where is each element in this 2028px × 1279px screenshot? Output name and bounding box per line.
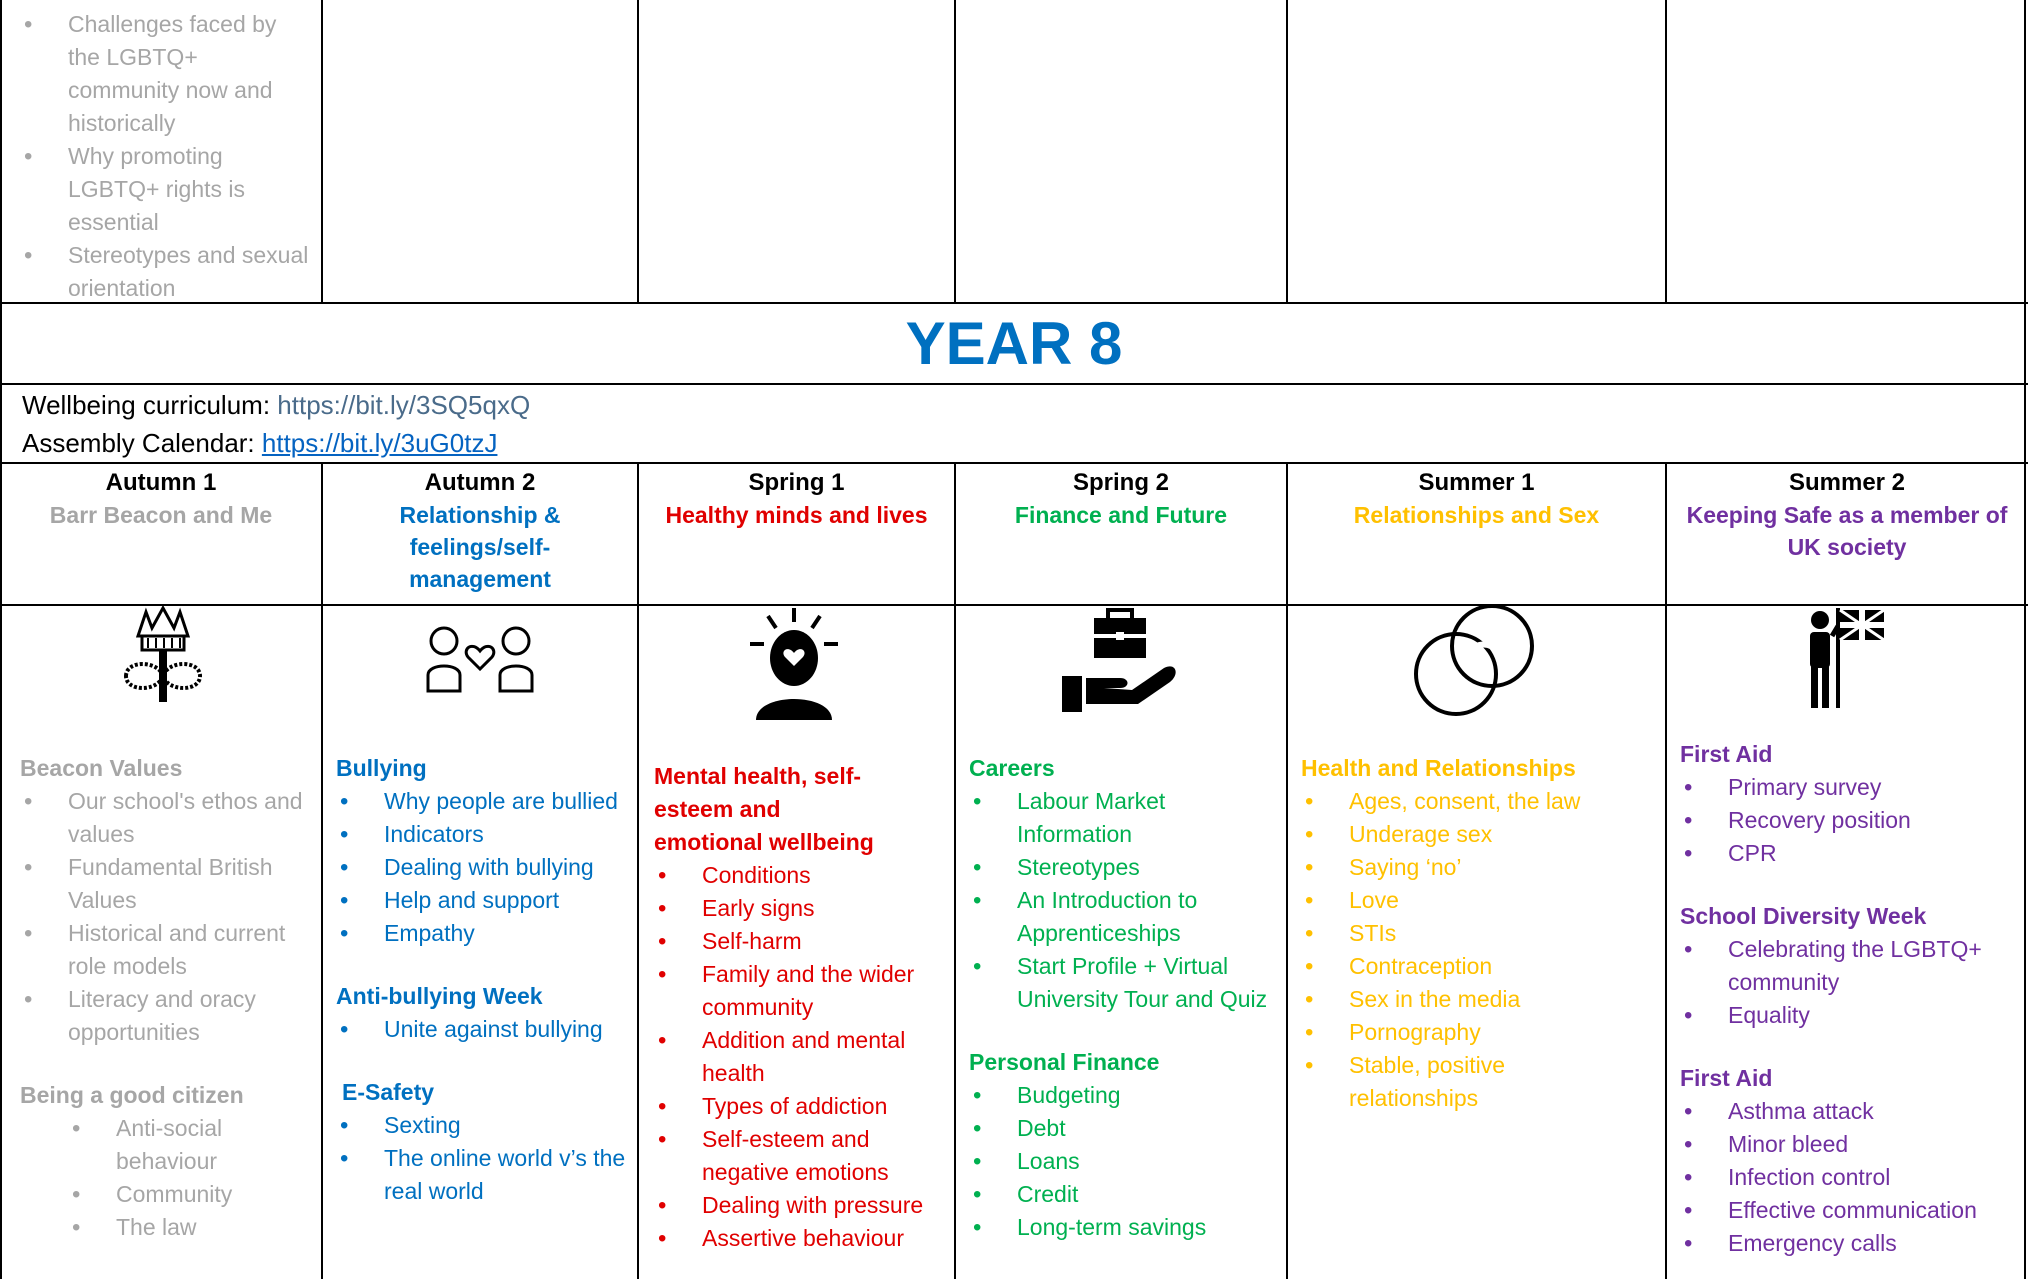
list-item: • Saying ‘no’ xyxy=(1301,851,1654,884)
spring1-content xyxy=(638,760,955,1255)
section-heading: Careers xyxy=(969,755,1055,781)
assembly-label: Assembly Calendar: xyxy=(22,428,262,458)
summer2-content xyxy=(1666,738,2028,1260)
list-item: • Early signs xyxy=(654,892,943,925)
term-name: Spring 2 xyxy=(1072,469,1169,496)
list-item: • Stereotypes and sexual orientation xyxy=(20,239,310,305)
list-item: • Fundamental British Values xyxy=(20,851,310,917)
section-heading: Anti-bullying Week xyxy=(336,983,543,1009)
section-heading: First Aid xyxy=(1680,741,1773,767)
wellbeing-link-row xyxy=(22,386,530,424)
spacer xyxy=(1680,1032,2016,1062)
list-item: • Minor bleed xyxy=(1680,1128,2016,1161)
spacer xyxy=(20,1049,310,1079)
spacer xyxy=(336,1046,626,1076)
list-item: • Our school's ethos and values xyxy=(20,785,310,851)
spacer xyxy=(1680,870,2016,900)
list-item: • Loans xyxy=(969,1145,1275,1178)
table-border xyxy=(1665,0,1667,303)
term-theme: Finance and Future xyxy=(1014,502,1228,528)
list-item: • STIs xyxy=(1301,917,1654,950)
list-item: • Pornography xyxy=(1301,1016,1654,1049)
list-item: • Challenges faced by the LGBTQ+ community now and historically xyxy=(20,8,310,140)
list-item: • Dealing with pressure xyxy=(654,1189,943,1222)
table-border xyxy=(637,0,639,303)
term-name: Autumn 1 xyxy=(105,469,217,496)
table-border xyxy=(1665,462,1667,1279)
section-heading: School Diversity Week xyxy=(1680,903,1927,929)
list-item: • Long-term savings xyxy=(969,1211,1275,1244)
term-theme: Relationships and Sex xyxy=(1353,502,1600,528)
torch-emblem-icon xyxy=(118,606,208,706)
table-border xyxy=(637,462,639,1279)
table-border xyxy=(2024,0,2026,1279)
list-item: • Stereotypes xyxy=(969,851,1275,884)
wellbeing-link[interactable]: https://bit.ly/3SQ5qxQ xyxy=(277,390,531,420)
spacer xyxy=(336,950,626,980)
list-item: • Recovery position xyxy=(1680,804,2016,837)
term-header-spring2 xyxy=(955,462,1287,535)
list-item: • Ages, consent, the law xyxy=(1301,785,1654,818)
section-heading: First Aid xyxy=(1680,1065,1773,1091)
assembly-link[interactable]: https://bit.ly/3uG0tzJ xyxy=(261,428,498,458)
topic-list xyxy=(969,785,1275,1016)
topic-list xyxy=(654,859,943,1255)
section-heading: Personal Finance xyxy=(969,1049,1160,1075)
list-item: • An Introduction to Apprenticeships xyxy=(969,884,1275,950)
list-item: • The law xyxy=(20,1211,310,1244)
list-item: • Family and the wider community xyxy=(654,958,943,1024)
list-item: • Infection control xyxy=(1680,1161,2016,1194)
topic-list xyxy=(20,785,310,1049)
topic-list xyxy=(20,1112,310,1244)
section-heading: Being a good citizen xyxy=(20,1082,244,1108)
year-title: YEAR 8 xyxy=(905,310,1123,377)
term-name: Summer 1 xyxy=(1418,469,1535,496)
term-theme: Relationship & feelings/self-management xyxy=(399,502,561,592)
list-item: • Contraception xyxy=(1301,950,1654,983)
list-item: • Love xyxy=(1301,884,1654,917)
autumn1-content xyxy=(0,752,322,1244)
section-heading: E-Safety xyxy=(342,1079,435,1105)
topic-list xyxy=(969,1079,1275,1244)
list-item: • Self-harm xyxy=(654,925,943,958)
table-border xyxy=(0,0,2,1279)
list-item: • Conditions xyxy=(654,859,943,892)
spring2-content xyxy=(955,752,1287,1244)
table-border xyxy=(0,302,2028,304)
table-border xyxy=(954,0,956,303)
table-border xyxy=(0,604,2028,606)
spacer xyxy=(969,1016,1275,1046)
previous-year-autumn1-cell xyxy=(0,8,322,305)
list-item: • Help and support xyxy=(336,884,626,917)
list-item: • Sex in the media xyxy=(1301,983,1654,1016)
section-heading: Beacon Values xyxy=(20,755,183,781)
list-item: • Assertive behaviour xyxy=(654,1222,943,1255)
table-border xyxy=(321,0,323,303)
topic-list xyxy=(336,1013,626,1046)
list-item: • Effective communication xyxy=(1680,1194,2016,1227)
wellbeing-label: Wellbeing curriculum: xyxy=(22,390,278,420)
term-header-spring1 xyxy=(638,462,955,535)
topic-list xyxy=(1680,771,2016,870)
head-heart-icon xyxy=(748,608,840,720)
list-item: • The online world v’s the real world xyxy=(336,1142,626,1208)
list-item: • Indicators xyxy=(336,818,626,851)
autumn2-content xyxy=(322,752,638,1208)
list-item: • Dealing with bullying xyxy=(336,851,626,884)
list-item: • Primary survey xyxy=(1680,771,2016,804)
list-item: • Anti-social behaviour xyxy=(20,1112,310,1178)
topic-list xyxy=(1680,1095,2016,1260)
list-item: • CPR xyxy=(1680,837,2016,870)
list-item: • Underage sex xyxy=(1301,818,1654,851)
section-heading: Health and Relationships xyxy=(1301,755,1576,781)
table-border xyxy=(1286,0,1288,303)
table-border xyxy=(0,383,2028,385)
list-item: • Why promoting LGBTQ+ rights is essential xyxy=(20,140,310,239)
term-theme: Barr Beacon and Me xyxy=(49,502,273,528)
assembly-link-row xyxy=(22,424,497,462)
term-header-autumn1 xyxy=(0,462,322,535)
list-item: • Historical and current role models xyxy=(20,917,310,983)
term-header-summer2 xyxy=(1666,462,2028,567)
section-heading: Bullying xyxy=(336,755,427,781)
term-name: Autumn 2 xyxy=(424,469,536,496)
hand-briefcase-icon xyxy=(1060,608,1180,712)
list-item: • Literacy and oracy opportunities xyxy=(20,983,310,1049)
list-item: • Unite against bullying xyxy=(336,1013,626,1046)
term-name: Summer 2 xyxy=(1788,469,1906,496)
topic-list xyxy=(1680,933,2016,1032)
list-item: • Labour Market Information xyxy=(969,785,1275,851)
section-heading: Mental health, self-esteem and emotional wellbeing xyxy=(654,763,874,855)
term-theme: Healthy minds and lives xyxy=(665,502,928,528)
topic-list xyxy=(336,785,626,950)
list-item: • Emergency calls xyxy=(1680,1227,2016,1260)
list-item: • Sexting xyxy=(336,1109,626,1142)
table-border xyxy=(954,462,956,1279)
list-item: • Empathy xyxy=(336,917,626,950)
person-flag-icon xyxy=(1802,606,1886,710)
list-item: • Start Profile + Virtual University Tour and Quiz xyxy=(969,950,1275,1016)
list-item: • Credit xyxy=(969,1178,1275,1211)
linked-rings-icon xyxy=(1412,602,1536,720)
previous-topic-list xyxy=(20,8,310,305)
term-theme: Keeping Safe as a member of UK society xyxy=(1686,502,2008,560)
term-header-summer1 xyxy=(1287,462,1666,535)
term-name: Spring 1 xyxy=(748,469,845,496)
list-item: • Equality xyxy=(1680,999,2016,1032)
summer1-content xyxy=(1287,752,1666,1115)
table-border xyxy=(0,462,2028,464)
list-item: • Types of addiction xyxy=(654,1090,943,1123)
list-item: • Asthma attack xyxy=(1680,1095,2016,1128)
list-item: • Budgeting xyxy=(969,1079,1275,1112)
two-people-heart-icon xyxy=(424,625,536,693)
table-border xyxy=(321,462,323,1279)
list-item: • Debt xyxy=(969,1112,1275,1145)
topic-list xyxy=(336,1109,626,1208)
list-item: • Addition and mental health xyxy=(654,1024,943,1090)
list-item: • Self-esteem and negative emotions xyxy=(654,1123,943,1189)
list-item: • Why people are bullied xyxy=(336,785,626,818)
list-item: • Community xyxy=(20,1178,310,1211)
table-border xyxy=(1286,462,1288,1279)
list-item: • Stable, positive relationships xyxy=(1301,1049,1654,1115)
list-item: • Celebrating the LGBTQ+ community xyxy=(1680,933,2016,999)
topic-list xyxy=(1301,785,1654,1115)
term-header-autumn2 xyxy=(322,462,638,599)
